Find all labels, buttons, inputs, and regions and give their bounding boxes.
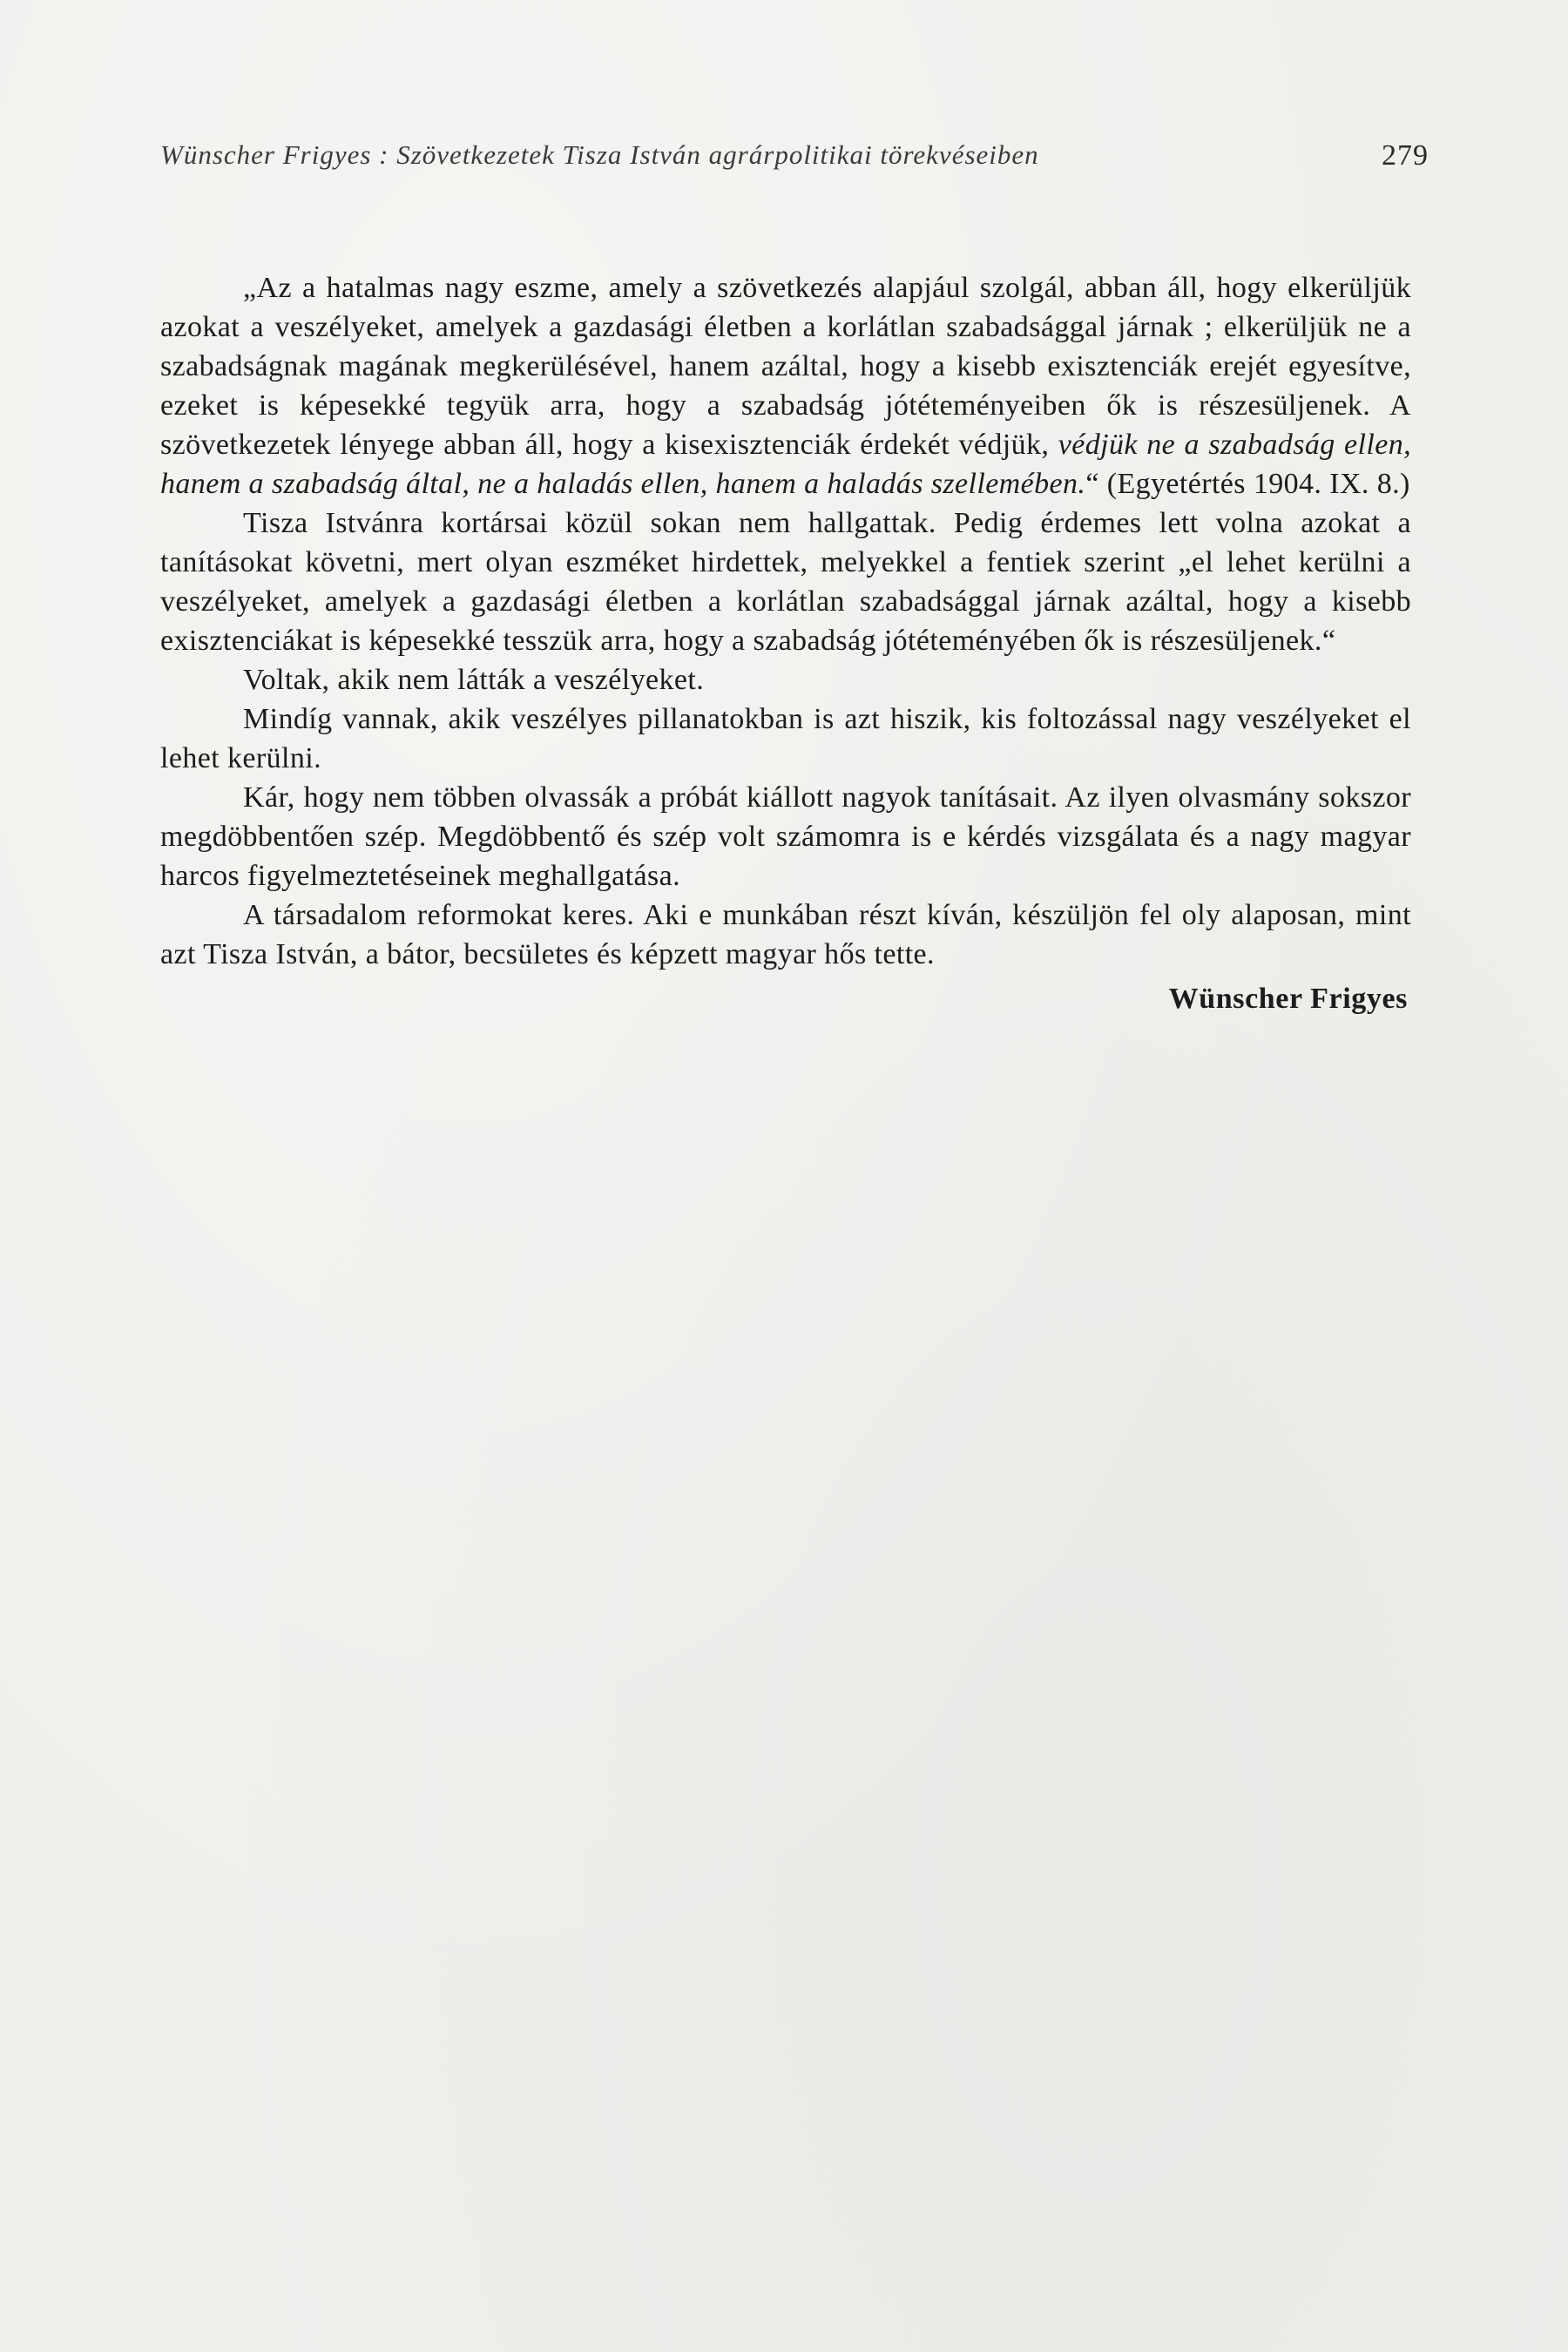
article-body (160, 268, 1411, 1018)
quote-text: „Az a hatalmas nagy eszme, amely a szövetkezés alapjául szolgál, abban áll, hogy elkerüljük azokat a veszélyeket, amelyek a gazdasági életben a korlátlan szabadsággal járnak ; elkerüljük ne a szabadságnak magának megkerülésével, hanem azáltal, hogy a kisebb exisztenciák erejét egyesítve, ezeket is képesekké tegyük arra, hogy a szabadság jótéteményeiben ők is részesüljenek. A szövetkezetek lényege abban áll, hogy a kisexisztenciák érdekét védjük, (160, 272, 1411, 461)
page-number: 279 (1382, 139, 1429, 172)
paragraph: Tisza Istvánra kortársai közül sokan nem hallgattak. Pedig érdemes lett volna azokat a tanításokat követni, mert olyan eszméket hirdettek, melyekkel a fentiek szerint „el lehet kerülni a veszélyeket, amelyek a gazdasági életben a korlátlan szabadsággal járnak azáltal, hogy a kisebb exisztenciákat is képesekké tesszük arra, hogy a szabadság jótéteményében ők is részesüljenek.“ (160, 507, 1411, 657)
quote-paragraph (160, 268, 1411, 504)
quote-italic-text: védjük ne a szabadság ellen, hanem a szabadság által, ne a haladás ellen, hanem a haladás szellemében. (160, 429, 1412, 500)
quote-citation: “ (Egyetértés 1904. IX. 8.) (1085, 468, 1410, 500)
author-signature: Wünscher Frigyes (1168, 983, 1408, 1015)
paragraph: Mindíg vannak, akik veszélyes pillanatokban is azt hiszik, kis foltozással nagy veszélyeket el lehet kerülni. (160, 703, 1411, 774)
paragraph: A társadalom reformokat keres. Aki e munkában részt kíván, készüljön fel oly alaposan, mint azt Tisza István, a bátor, becsületes és képzett magyar hős tette. (160, 899, 1411, 970)
running-title: Wünscher Frigyes : Szövetkezetek Tisza István agrárpolitikai törekvéseiben (160, 139, 1039, 170)
page-header (160, 139, 1429, 179)
paragraph: Voltak, akik nem látták a veszélyeket. (243, 664, 705, 696)
paragraph: Kár, hogy nem többen olvassák a próbát kiállott nagyok tanításait. Az ilyen olvasmány sokszor megdöbbentően szép. Megdöbbentő és szép volt számomra is e kérdés vizsgálata és a nagy magyar harcos figyelmeztetéseinek meghallgatása. (160, 781, 1411, 892)
